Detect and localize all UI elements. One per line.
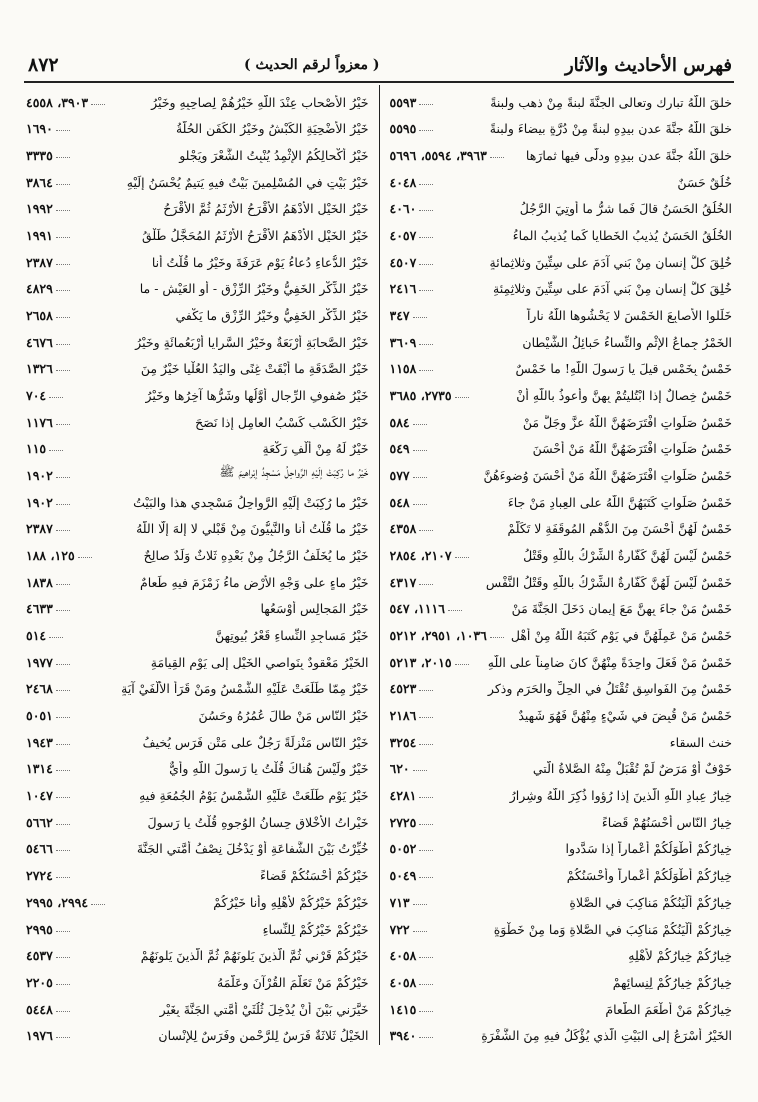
entry-text: الخَيْرُ مَعْقودٌ بِنَواصي الخَيْلِ إلى يَوْمِ القِيامَةِ [150, 654, 369, 670]
entry-text: خَيْرُ ما رُكِبَتْ إلَيْهِ الرَّواحِلُ مَسْجِدُ إبْراهيمَ ﷺ [219, 464, 369, 480]
entry-number: ٢٧٣٥، ٣٦٨٥ [389, 388, 452, 404]
dotted-leader [56, 157, 70, 158]
entry-number: ٤٠٦٠ [389, 201, 417, 217]
index-entry [390, 112, 733, 139]
index-entry [390, 912, 733, 939]
entry-number: ٦٢٠ [389, 761, 410, 777]
index-entry [26, 85, 369, 112]
dotted-leader [56, 584, 70, 585]
index-entry [390, 858, 733, 885]
index-entry [26, 832, 369, 859]
entry-number: ٢٤٦٨ [26, 681, 53, 697]
dotted-leader [78, 557, 92, 558]
entry-number: ٥٠٥٢ [389, 841, 417, 857]
index-entry [26, 725, 369, 752]
entry-text: خَيْرُ يَوْمٍ طَلَعَتْ عَلَيْهِ الشَّمْسُ يَوْمُ الجُمُعَةِ فيهِ [139, 788, 369, 804]
entry-text: خَيْرُكُمْ قَرْني ثُمَّ الَّذينَ يَلونَهُمْ ثُمَّ الَّذينَ يَلونَهُمْ [140, 948, 369, 964]
entry-number: ٣٩٦٣، ٥٥٩٤، ٥٦٩٦ [389, 148, 487, 164]
entry-text: خَيْرُ النّاسِ مَنْ طالَ عُمُرُهُ وحَسُنَ [198, 708, 369, 724]
entry-text: خَيْرُ الأُضْحِيَةِ الكَبْشُ وخَيْرُ الكَفَنِ الحُلَّةُ [175, 121, 369, 137]
dotted-leader [91, 104, 105, 105]
entry-text: الخَيْرُ أَسْرَعُ إلى البَيْتِ الَّذي يُؤْكَلُ فيهِ مِنَ الشَّفْرَةِ [481, 1028, 732, 1044]
index-entry [26, 245, 369, 272]
entry-number: ١١٥٨ [389, 361, 417, 377]
entry-text: خُلِقَ كلُّ إنسانٍ مِنْ بَني آدَمَ على سِتِّينَ وثلاثِمائةٍ [489, 254, 732, 270]
entry-number: ٤٠٤٨ [389, 174, 417, 190]
index-entry [26, 752, 369, 779]
index-entry [26, 538, 369, 565]
dotted-leader [56, 984, 70, 985]
dotted-leader [56, 1037, 70, 1038]
entry-text: خَيْرُ النّاسِ مَنْزِلَةً رَجُلٌ على مَتْنِ فَرَسٍ يُخيفُ [142, 734, 369, 750]
entry-number: ٣٩٤٠ [389, 1028, 417, 1044]
dotted-leader [56, 1011, 70, 1012]
index-entry [390, 672, 733, 699]
page-header [28, 52, 732, 78]
entry-text: خَيْرُ الصَّحابَةِ أَرْبَعَةٌ وخَيْرُ السَّرايا أَرْبَعُمائَةٍ وخَيْرُ [135, 334, 369, 350]
entry-number: ١٤١٥ [389, 1001, 417, 1017]
dotted-leader [419, 344, 433, 345]
entry-number: ٣٤٧ [389, 308, 410, 324]
entry-number: ٧١٣ [389, 894, 410, 910]
dotted-leader [56, 504, 70, 505]
index-entry [390, 432, 733, 459]
dotted-leader [419, 957, 433, 958]
entry-number: ٤٥٢٣ [389, 681, 417, 697]
dotted-leader [419, 530, 433, 531]
entry-text: خَيْرُ المَجالِسِ أَوْسَعُها [260, 601, 369, 617]
entry-text: خَمْسٌ مَنْ قُبِضَ في شَيْءٍ مِنْهُنَّ فَهُوَ شَهيدٌ [518, 708, 732, 724]
dotted-leader [56, 717, 70, 718]
entry-text: خَيَّرَني بَيْنَ أنْ يُدْخِلَ ثُلُثَيْ أُمَّتي الجَنَّةَ بِغَيْرِ [159, 1001, 369, 1017]
index-columns [24, 85, 734, 1045]
entry-number: ١٩٩١ [26, 228, 53, 244]
entry-number: ٣٦٠٩ [389, 334, 417, 350]
entry-number: ٤٢٨١ [389, 788, 417, 804]
dotted-leader [413, 424, 427, 425]
dotted-leader [56, 797, 70, 798]
entry-text: خَيْرُ الخَيْلِ الأَدْهَمُ الأَقْرَحُ الأَرْثَمُ ثُمَّ الأَقْرَحُ [163, 201, 369, 217]
entry-text: خِيارُكُمْ مَنْ أَطْعَمَ الطَّعامَ [605, 1001, 732, 1017]
entry-text: الخَيْلُ ثَلاثَةٌ فَرَسٌ لِلرَّحْمنِ وفَرَسٌ لِلإنْسانِ [158, 1028, 369, 1044]
entry-text: خَمْسٌ لَيْسَ لَهُنَّ كَفّارةٌ الشِّرْكُ باللَّهِ وقَتْلُ النَّفْسِ [485, 574, 732, 590]
dotted-leader [419, 584, 433, 585]
dotted-leader [419, 824, 433, 825]
entry-number: ٢٧٢٤ [26, 868, 53, 884]
index-entry [390, 885, 733, 912]
entry-text: خَمْسٌ لَهُنَّ أَحْسَنَ مِنَ الدُّهْمِ المُوقَفَةِ لا تَكَلَّمْ [507, 521, 732, 537]
dotted-leader [56, 237, 70, 238]
dotted-leader [56, 824, 70, 825]
entry-text: خَمْسُ صَلَواتٍ افْتَرَضَهُنَّ اللَّهُ مَنْ أَحْسَنَ وُضوءَهُنَّ [483, 468, 732, 484]
dotted-leader [91, 904, 105, 905]
index-entry [390, 405, 733, 432]
entry-number: ٢٦٥٨ [26, 308, 53, 324]
entry-number: ١٩٠٢ [26, 494, 53, 510]
index-entry [26, 672, 369, 699]
dotted-leader [56, 530, 70, 531]
entry-text: خُلِقَ كلُّ إنسانٍ مِنْ بَني آدَمَ على سِتِّينَ وثلاثِمِئةِ [493, 281, 732, 297]
entry-text: خَمْسُ صَلَواتٍ افْتَرَضَهُنَّ اللَّهُ مَنْ أَحْسَنَ [532, 441, 732, 457]
index-entry [390, 752, 733, 779]
index-entry [26, 912, 369, 939]
dotted-leader [413, 450, 427, 451]
index-entry [390, 832, 733, 859]
index-entry [390, 698, 733, 725]
entry-number: ٥٨٤ [389, 414, 410, 430]
dotted-leader [419, 797, 433, 798]
index-entry [390, 485, 733, 512]
index-entry [390, 298, 733, 325]
dotted-leader [419, 130, 433, 131]
entry-number: ١١١٦، ٥٤٧ [389, 601, 445, 617]
entry-number: ٤٣٥٨ [389, 521, 417, 537]
entry-text: خِيارُكُمْ أَلْيَنُكُمْ مَناكِبَ في الصَّلاةِ [569, 894, 732, 910]
entry-number: ١٨٣٨ [26, 574, 53, 590]
entry-number: ٥٥٩٣ [389, 94, 417, 110]
entry-number: ١١٧٦ [26, 414, 53, 430]
dotted-leader [413, 317, 427, 318]
entry-number: ٥٧٧ [389, 468, 410, 484]
dotted-leader [419, 290, 433, 291]
dotted-leader [56, 877, 70, 878]
dotted-leader [56, 184, 70, 185]
entry-text: خَمْسٌ مِنَ الفَواسِقِ تُقْتَلُ في الحِلِّ والحَرَمِ وذكر [487, 681, 732, 697]
entry-number: ٢٠١٥، ٥٢١٣ [389, 654, 452, 670]
dotted-leader [419, 984, 433, 985]
entry-number: ٢٤١٦ [389, 281, 417, 297]
index-entry [26, 458, 369, 485]
entry-text: خِيارُكُمْ أَطْوَلُكُمْ أَعْماراً وأَحْسَنُكُمْ [566, 868, 732, 884]
index-entry [390, 245, 733, 272]
index-entry [390, 192, 733, 219]
index-entry [26, 778, 369, 805]
index-entry [390, 378, 733, 405]
entry-number: ٢٣٨٧ [26, 521, 53, 537]
index-entry [26, 645, 369, 672]
index-entry [390, 272, 733, 299]
index-entry [26, 298, 369, 325]
entry-number: ٥٤٤٨ [26, 1001, 53, 1017]
header-rule [24, 81, 734, 83]
index-entry [26, 325, 369, 352]
index-entry [390, 218, 733, 245]
entry-number: ٧٠٤ [26, 388, 47, 404]
entry-text: خِيارُكُمْ أَلْيَنُكُمْ مَناكِبَ في الصَّلاةِ وَما مِنْ خَطْوَةٍ [493, 921, 732, 937]
entry-number: ٢٢٠٥ [26, 974, 53, 990]
entry-number: ٢٧٢٥ [389, 814, 417, 830]
dotted-leader [419, 210, 433, 211]
entry-text: خَيْرُكُمْ مَنْ تَعَلَّمَ القُرْآنَ وعَلَّمَهُ [217, 974, 369, 990]
entry-text: خَيْرُ بَيْتٍ في المُسْلِمينَ بَيْتٌ فيهِ يَتيمٌ يُحْسَنُ إلَيْهِ [126, 174, 369, 190]
entry-text: خَيْرُ مَساجِدِ النِّساءِ قَعْرُ بُيوتِهِنَّ [215, 628, 369, 644]
entry-number: ١٩٧٧ [26, 654, 53, 670]
dotted-leader [490, 637, 504, 638]
dotted-leader [413, 931, 427, 932]
entry-number: ١٩٧٦ [26, 1028, 53, 1044]
index-entry [26, 698, 369, 725]
entry-number: ٤٠٥٧ [389, 228, 417, 244]
right-column [380, 85, 735, 1045]
entry-number: ٣٨٦٤ [26, 174, 53, 190]
dotted-leader [56, 744, 70, 745]
entry-number: ٥٤٩ [389, 441, 410, 457]
entry-number: ٢١٠٧، ٢٨٥٤ [389, 548, 452, 564]
index-entry [26, 618, 369, 645]
dotted-leader [56, 424, 70, 425]
entry-number: ٥٦٦٢ [26, 814, 53, 830]
entry-number: ١١٥ [26, 441, 47, 457]
index-entry [26, 378, 369, 405]
index-entry [390, 645, 733, 672]
entry-number: ١٩٠٢ [26, 468, 53, 484]
entry-text: الخُلُقُ الحَسَنُ قالَ فَما شرُّ ما أُوتِيَ الرَّجُلُ [519, 201, 732, 217]
entry-text: خلقَ اللَّهُ جنَّةَ عدنٍ بيدِهِ ودلَّى فيها ثمارَها [525, 148, 732, 164]
entry-text: خَيْرُ ما رُكِبَتْ إلَيْهِ الرَّواحِلُ مَسْجِدي هذا والبَيْتُ [133, 494, 369, 510]
index-entry [26, 165, 369, 192]
index-entry [390, 458, 733, 485]
entry-text: خِيارُكُمْ أَطْوَلُكُمْ أَعْماراً إذا سَدَّدوا [565, 841, 732, 857]
index-entry [390, 725, 733, 752]
index-entry [26, 485, 369, 512]
entry-text: خَمْسٌ بِخَمْسٍ قيلَ يا رَسولَ اللَّهِ! ما خَمْسٌ [515, 361, 732, 377]
dotted-leader [419, 104, 433, 105]
dotted-leader [49, 637, 63, 638]
entry-number: ٤٥٠٧ [389, 254, 417, 270]
entry-text: خَوْفٌ أوْ مَرَضٌ لَمْ تُقْبَلْ مِنْهُ الصَّلاةُ الَّتي [532, 761, 732, 777]
entry-number: ٢١٨٦ [389, 708, 417, 724]
dotted-leader [419, 237, 433, 238]
entry-number: ١٩٩٢ [26, 201, 53, 217]
entry-text: خَيْرُ الصَّدَقَةِ ما أَبْقَتْ غِنًى واليَدُ العُلْيا خَيْرٌ مِنَ [140, 361, 369, 377]
entry-text: خَيْرُ الأَصْحابِ عِنْدَ اللَّهِ خَيْرُهُمْ لِصاحِبِهِ وخَيْرُ [151, 94, 369, 110]
entry-number: ٤٦٧٦ [26, 334, 53, 350]
entry-number: ٣٣٣٥ [26, 148, 53, 164]
index-entry [26, 192, 369, 219]
entry-number: ١٢٥، ١٨٨ [26, 548, 75, 564]
index-entry [390, 939, 733, 966]
index-entry [390, 138, 733, 165]
dotted-leader [56, 290, 70, 291]
index-entry [390, 592, 733, 619]
entry-text: خَيْرُ ماءٍ على وَجْهِ الأَرْضِ ماءُ زَمْزَمَ فيهِ طَعامٌ [139, 574, 369, 590]
entry-text: خَيْرُ الدُّعاءِ دُعاءُ يَوْمِ عَرَفَةَ وخَيْرُ ما قُلْتُ أَنا [151, 254, 369, 270]
entry-text: خِيارُكُمْ خِيارُكُمْ لأَهْلِهِ [628, 948, 732, 964]
entry-text: خَيْرُ الكَسْبِ كَسْبُ العامِلِ إذا نَصَحَ [195, 414, 369, 430]
dotted-leader [419, 1037, 433, 1038]
dotted-leader [455, 557, 469, 558]
entry-text: خَيْرٌ ولَيْسَ هُناكَ قُلْتُ يا رَسولَ اللَّهِ وأَيٌّ [169, 761, 369, 777]
entry-number: ١٦٩٠ [26, 121, 53, 137]
dotted-leader [56, 264, 70, 265]
index-entry [26, 432, 369, 459]
entry-text: خَمْسٌ مَنْ فَعَلَ واحِدَةً مِنْهُنَّ كانَ ضامِناً على اللَّهِ [487, 654, 732, 670]
dotted-leader [448, 610, 462, 611]
entry-text: خَيْرُ أَكْحالِكُمُ الإثْمِدُ يُنْبِتُ الشَّعْرَ ويَجْلو [179, 148, 369, 164]
index-entry [26, 885, 369, 912]
dotted-leader [56, 850, 70, 851]
entry-number: ٥٠٥١ [26, 708, 53, 724]
entry-text: خِيارُ عِبادِ اللَّهِ الَّذينَ إذا رُؤوا ذُكِرَ اللَّهُ وشِرارُ [509, 788, 732, 804]
entry-text: خَيْرٌ مِمّا طَلَعَتْ عَلَيْهِ الشَّمْسُ ومَنْ قَرَأَ الأَلْفَيْ آيَةٍ [121, 681, 369, 697]
entry-number: ٤٠٥٨ [389, 948, 417, 964]
entry-text: خَيْراتُ الأَخْلاقِ حِسانُ الوُجوهِ قُلْتُ يا رَسولَ [147, 814, 369, 830]
entry-number: ٤٦٣٣ [26, 601, 53, 617]
dotted-leader [413, 504, 427, 505]
dotted-leader [419, 744, 433, 745]
entry-number: ١٠٣٦، ٢٩٥١، ٥٢١٢ [389, 628, 487, 644]
dotted-leader [56, 370, 70, 371]
entry-text: خَمْسٌ خِصالٌ إذا ابْتُليتُمْ بِهِنَّ وأَعوذُ باللَّهِ أنْ [516, 388, 732, 404]
dotted-leader [56, 770, 70, 771]
index-entry [26, 352, 369, 379]
dotted-leader [419, 264, 433, 265]
page-title: فهرس الأحاديث والآثار [564, 54, 732, 76]
index-entry [390, 512, 733, 539]
index-entry [26, 939, 369, 966]
entry-text: خِيارُكُمْ خِيارُكُمْ لِنِسائِهِمْ [612, 974, 732, 990]
entry-text: خنث السقاء [669, 734, 732, 750]
dotted-leader [56, 477, 70, 478]
entry-text: خِيارُ النّاسِ أَحْسَنُهُمْ قَضاءً [601, 814, 732, 830]
entry-number: ٥٤٨ [389, 494, 410, 510]
page-subtitle: ( معزواً لرقم الحديث ) [244, 57, 380, 73]
entry-number: ٤٠٥٨ [389, 974, 417, 990]
entry-text: خَيْرٌ لَهُ مِنْ أَلْفِ رَكْعَةٍ [262, 441, 369, 457]
entry-text: خَيْرُكُمْ خَيْرُكُمْ لأَهْلِهِ وأَنا خَيْرُكُمْ [213, 894, 369, 910]
entry-number: ١٣١٤ [26, 761, 53, 777]
entry-number: ٣٩٠٣، ٤٥٥٨ [26, 94, 89, 110]
entry-text: خَيْرُ ما قُلْتُ أَنا والنَّبِيُّونَ مِنْ قَبْلي لا إلهَ إلّا اللَّهُ [136, 521, 369, 537]
index-entry [26, 992, 369, 1019]
entry-text: خَيْرُكُمْ أَحْسَنُكُمْ قَضاءً [260, 868, 369, 884]
index-entry [26, 218, 369, 245]
dotted-leader [56, 664, 70, 665]
index-entry [26, 138, 369, 165]
entry-number: ١٩٤٣ [26, 734, 53, 750]
index-entry [26, 592, 369, 619]
entry-number: ٢٣٨٧ [26, 254, 53, 270]
index-entry [390, 618, 733, 645]
index-entry [26, 805, 369, 832]
entry-number: ٧٢٢ [389, 921, 410, 937]
index-entry [26, 512, 369, 539]
dotted-leader [419, 1011, 433, 1012]
dotted-leader [455, 664, 469, 665]
entry-text: خلقَ اللَّهُ جنَّةَ عدنٍ بيدِهِ لبنةً مِنْ دُرَّةٍ بيضاءَ ولبنةً [489, 121, 732, 137]
index-entry [390, 1019, 733, 1046]
index-entry [390, 778, 733, 805]
entry-text: خَمْسٌ مَنْ جاءَ بِهِنَّ مَعَ إيمانٍ دَخَلَ الجَنَّةَ مَنْ [511, 601, 732, 617]
index-entry [390, 165, 733, 192]
dotted-leader [490, 157, 504, 158]
entry-number: ١٠٤٧ [26, 788, 53, 804]
dotted-leader [56, 610, 70, 611]
index-entry [390, 85, 733, 112]
entry-number: ٤٥٣٧ [26, 948, 53, 964]
index-entry [390, 352, 733, 379]
entry-text: الخَمْرُ جِماعُ الإثْمِ والنِّساءُ حَبائِلُ الشَّيْطانِ [522, 334, 732, 350]
entry-number: ٢٩٩٥ [26, 921, 53, 937]
index-entry [390, 965, 733, 992]
entry-text: خَمْسٌ مَنْ عَمِلَهُنَّ في يَوْمٍ كَتَبَهُ اللَّهُ مِنْ أَهْلِ [510, 628, 732, 644]
index-entry [26, 405, 369, 432]
dotted-leader [419, 370, 433, 371]
dotted-leader [419, 717, 433, 718]
entry-text: خَيْرُكُمْ خَيْرُكُمْ لِلنِّساءِ [262, 921, 369, 937]
dotted-leader [56, 210, 70, 211]
entry-text: خُلُقٌ حَسَنٌ [677, 174, 732, 190]
index-entry [390, 805, 733, 832]
dotted-leader [56, 957, 70, 958]
entry-text: خَمْسُ صَلَواتٍ افْتَرَضَهُنَّ اللَّهُ عزَّ وجَلَّ مَنْ [522, 414, 732, 430]
dotted-leader [419, 850, 433, 851]
page-number: ٨٧٢ [28, 54, 59, 76]
dotted-leader [56, 130, 70, 131]
entry-number: ٣٢٥٤ [389, 734, 417, 750]
entry-text: خَيْرُ ما يُخَلِّفُ الرَّجُلُ مِنْ بَعْدِهِ ثَلاثٌ وَلَدٌ صالِحٌ [143, 548, 369, 564]
dotted-leader [413, 904, 427, 905]
entry-text: خَيْرُ الذِّكْرِ الخَفِيُّ وخَيْرُ الرِّزْقِ ما يَكْفي [175, 308, 369, 324]
index-entry [26, 858, 369, 885]
entry-text: خلقَ اللَّهُ تبارك وتعالى الجنَّةَ لبنةً مِنْ ذهبٍ ولبنةً [490, 94, 732, 110]
index-entry [390, 992, 733, 1019]
dotted-leader [49, 450, 63, 451]
dotted-leader [413, 770, 427, 771]
column-divider [379, 85, 380, 1045]
index-entry [26, 272, 369, 299]
entry-text: خَيْرُ الخَيْلِ الأَدْهَمُ الأَقْرَحُ الأَرْثَمُ المُحَجَّلُ طَلْقُ [141, 228, 369, 244]
entry-number: ٥٠٤٩ [389, 868, 417, 884]
dotted-leader [49, 397, 63, 398]
entry-text: خَلِّلوا الأَصابِعَ الخَمْسَ لا يَحْشُوها اللَّهُ ناراً [526, 308, 732, 324]
entry-text: خُيِّرْتُ بَيْنَ الشَّفاعَةِ أوْ يَدْخُلَ نِصْفُ أُمَّتي الجَنَّةَ [136, 841, 369, 857]
entry-text: خَيْرُ الذِّكْرِ الخَفِيُّ وخَيْرُ الرِّزْقِ - أوِ العَيْشِ - ما [139, 281, 369, 297]
index-entry [26, 112, 369, 139]
entry-number: ٥٤٦٦ [26, 841, 53, 857]
entry-number: ٥٥٩٥ [389, 121, 417, 137]
dotted-leader [419, 690, 433, 691]
entry-number: ٤٣١٧ [389, 574, 417, 590]
entry-text: خَمْسُ صَلَواتٍ كَتَبَهُنَّ اللَّهُ على العِبادِ مَنْ جاءَ [507, 494, 732, 510]
dotted-leader [56, 317, 70, 318]
entry-number: ٥١٤ [26, 628, 47, 644]
index-entry [390, 538, 733, 565]
entry-text: خَيْرُ صُفوفِ الرِّجالِ أَوَّلُها وشَرُّها آخِرُها وخَيْرُ [145, 388, 369, 404]
entry-number: ١٣٢٦ [26, 361, 53, 377]
dotted-leader [413, 477, 427, 478]
dotted-leader [455, 397, 469, 398]
dotted-leader [56, 344, 70, 345]
index-entry [390, 325, 733, 352]
entry-text: الخُلُقُ الحَسَنُ يُذيبُ الخَطايا كَما يُذيبُ الماءُ [512, 228, 732, 244]
dotted-leader [419, 184, 433, 185]
index-entry [390, 565, 733, 592]
dotted-leader [419, 877, 433, 878]
entry-text: خَمْسٌ لَيْسَ لَهُنَّ كَفّارةٌ الشِّرْكُ باللَّهِ وقَتْلُ [523, 548, 732, 564]
entry-number: ٤٨٢٩ [26, 281, 53, 297]
dotted-leader [56, 931, 70, 932]
dotted-leader [56, 690, 70, 691]
index-entry [26, 1019, 369, 1046]
entry-number: ٢٩٩٤، ٢٩٩٥ [26, 894, 89, 910]
index-entry [26, 965, 369, 992]
index-entry [26, 565, 369, 592]
left-column [24, 85, 379, 1045]
